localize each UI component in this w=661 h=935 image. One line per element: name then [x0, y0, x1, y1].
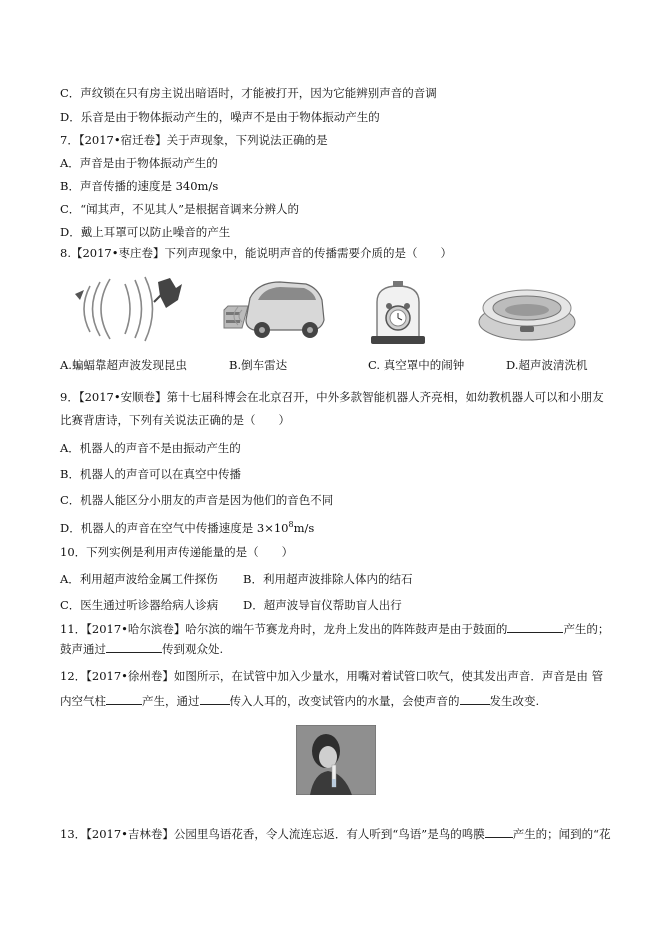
q13-line1 — [60, 825, 611, 842]
bat-ultrasound-figure — [70, 274, 185, 344]
q8-caption-a: A.蝙蝠靠超声波发现昆虫 — [60, 358, 187, 372]
q8-caption-d: D.超声波清洗机 — [506, 358, 588, 372]
q13-blank-1 — [485, 825, 513, 838]
q10-option-c: C．医生通过听诊器给病人诊病 — [60, 598, 219, 612]
q13-text-2: 产生的；闻到的“花 — [512, 827, 611, 841]
q9-option-d-unit: m/s — [293, 520, 315, 535]
q6-option-c: C．声纹锁在只有房主说出暗语时，才能被打开，因为它能辨别声音的音调 — [60, 86, 437, 100]
q12-blank-1 — [106, 692, 142, 705]
q12-blank-2 — [200, 692, 230, 705]
ultrasonic-cleaner-figure — [476, 282, 578, 342]
q9-option-d-exponent: 8 — [288, 520, 294, 529]
q10-stem: 10．下列实例是利用声传递能量的是（ ） — [60, 545, 294, 559]
car-reversing-radar-figure — [218, 276, 328, 344]
q7-option-d: D．戴上耳罩可以防止噪音的产生 — [60, 225, 231, 239]
q7-stem: 7．【2017•宿迁卷】关于声现象，下列说法正确的是 — [60, 133, 328, 147]
test-tube-blowing-photo — [296, 725, 376, 795]
q12-text-2: 产生，通过 — [142, 694, 200, 708]
q11-text-1: 11．【2017•哈尔滨卷】哈尔滨的端午节赛龙舟时，龙舟上发出的阵阵鼓声是由于鼓面的 — [60, 622, 508, 636]
q7-option-c: C．“闻其声，不见其人”是根据音调来分辨人的 — [60, 202, 300, 216]
q12-text-3: 传入人耳的，改变试管内的水量，会使声音的 — [229, 694, 460, 708]
q11-text-4: 传到观众处. — [162, 642, 224, 656]
q11-text-2: 产生的； — [563, 622, 610, 636]
q10-option-a: A．利用超声波给金属工件探伤 — [60, 572, 218, 586]
q9-stem-line1: 9．【2017•安顺卷】第十七届科博会在北京召开，中外多款智能机器人齐亮相，如幼教机器人可以和小朋友 — [60, 390, 604, 404]
q11-blank-1 — [507, 620, 563, 633]
q6-option-d: D．乐音是由于物体振动产生的，噪声不是由于物体振动产生的 — [60, 110, 380, 124]
q11-blank-2 — [106, 640, 162, 653]
q13-text-1: 13．【2017•吉林卷】公园里鸟语花香，令人流连忘返．有人听到“鸟语”是鸟的鸣膜 — [60, 827, 485, 841]
q11-line1 — [60, 620, 609, 637]
q12-text-1: 内空气柱 — [60, 694, 106, 708]
q8-caption-b: B.倒车雷达 — [229, 358, 288, 372]
q11-line2 — [60, 640, 223, 657]
q9-option-b: B．机器人的声音可以在真空中传播 — [60, 467, 241, 481]
q12-line1: 12．【2017•徐州卷】如图所示，在试管中加入少量水，用嘴对着试管口吹气，使其发出声音．声音是由 管 — [60, 669, 604, 683]
q10-option-d: D．超声波导盲仪帮助盲人出行 — [243, 598, 402, 612]
q12-blank-3 — [460, 692, 490, 705]
q11-text-3: 鼓声通过 — [60, 642, 106, 656]
q9-option-c: C．机器人能区分小朋友的声音是因为他们的音色不同 — [60, 493, 334, 507]
q7-option-b: B．声音传播的速度是 340m/s — [60, 179, 219, 193]
q9-stem-line2: 比赛背唐诗，下列有关说法正确的是（ ） — [60, 413, 290, 427]
q8-caption-c: C. 真空罩中的闹钟 — [368, 358, 465, 372]
q10-option-b: B．利用超声波排除人体内的结石 — [243, 572, 413, 586]
q12-text-4: 发生改变. — [489, 694, 540, 708]
q7-option-a: A．声音是由于物体振动产生的 — [60, 156, 218, 170]
q8-stem: 8.【2017•枣庄卷】下列声现象中，能说明声音的传播需要介质的是（ ） — [60, 246, 453, 260]
vacuum-bell-jar-figure — [363, 280, 433, 346]
q9-option-d — [60, 517, 314, 536]
q12-line2 — [60, 692, 539, 709]
q9-option-a: A．机器人的声音不是由振动产生的 — [60, 441, 241, 455]
q9-option-d-text: D．机器人的声音在空气中传播速度是 3×10 — [60, 520, 289, 535]
